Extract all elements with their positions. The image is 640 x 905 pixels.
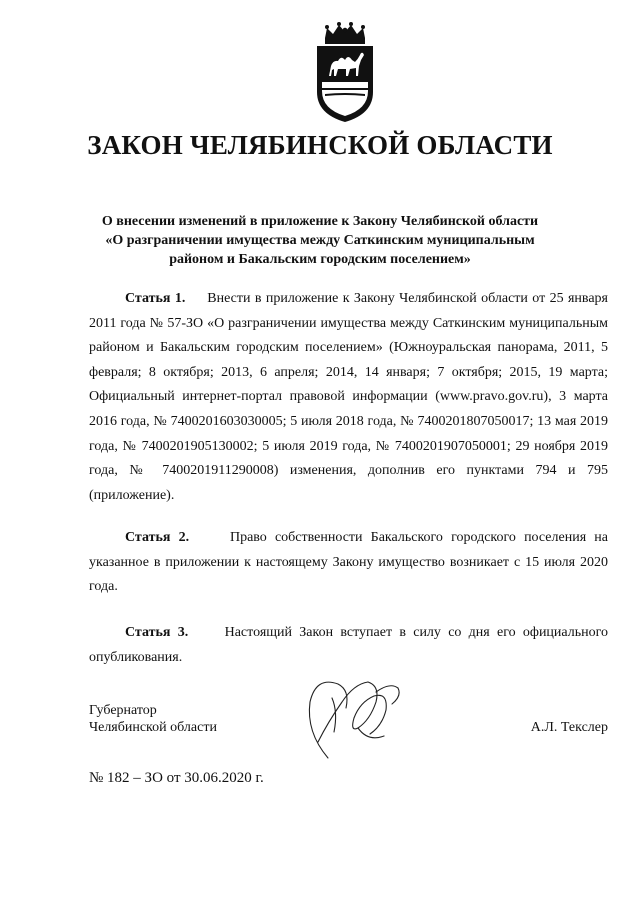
handwritten-signature-icon [298, 662, 408, 762]
article-text: Право собственности Бакальского городского поселения на указанное в приложении к настоящему Закону имущество возникает с 15 июля 2020 года. [89, 530, 609, 595]
law-number: № 182 – ЗО от 30.06.2020 г. [89, 770, 264, 786]
subtitle-line: «О разграничении имущества между Саткинским муниципальным [105, 233, 535, 248]
subtitle-line: районом и Бакальским городским поселением» [169, 252, 471, 267]
position-line: Челябинской области [89, 720, 217, 735]
law-title: ЗАКОН ЧЕЛЯБИНСКОЙ ОБЛАСТИ [87, 130, 553, 160]
law-subtitle [60, 212, 580, 269]
position-line: Губернатор [89, 703, 157, 718]
article-label: Статья 2. [125, 530, 190, 545]
article-2 [89, 526, 608, 600]
article-label: Статья 1. [125, 291, 186, 306]
governor-position [89, 702, 217, 736]
governor-name: А.Л. Текслер [530, 720, 608, 735]
article-label: Статья 3. [125, 625, 189, 640]
article-1 [89, 287, 608, 508]
article-text: Настоящий Закон вступает в силу со дня его официального опубликования. [89, 625, 609, 665]
subtitle-line: О внесении изменений в приложение к Закону Челябинской области [101, 214, 539, 229]
article-text: Внести в приложение к Закону Челябинской области от 25 января 2011 года № 57-ЗО «О разграничении имущества между Саткинским муниципальным районом и Бакальским городским поселением» (Южноуральская панорама, 2011, 5 февраля; 8 октября; 2013, 6 апреля; 2014, 14 января; 7 октября; 2015, 19 марта; Официальный интернет-портал правовой информации (www.pravo.gov.ru), 3 марта 2016 года, № 7400201603030005; 5 июля 2018 года, № 7400201807050017; 13 мая 2019 года, № 7400201905130002; 5 июля 2019 года, № 7400201907050001; 29 ноября 2019 года, № 7400201911290008) изменения, дополнив его пунктами 794 и 795 (приложение). [89, 291, 609, 503]
chelyabinsk-coat-of-arms-icon [303, 22, 387, 126]
